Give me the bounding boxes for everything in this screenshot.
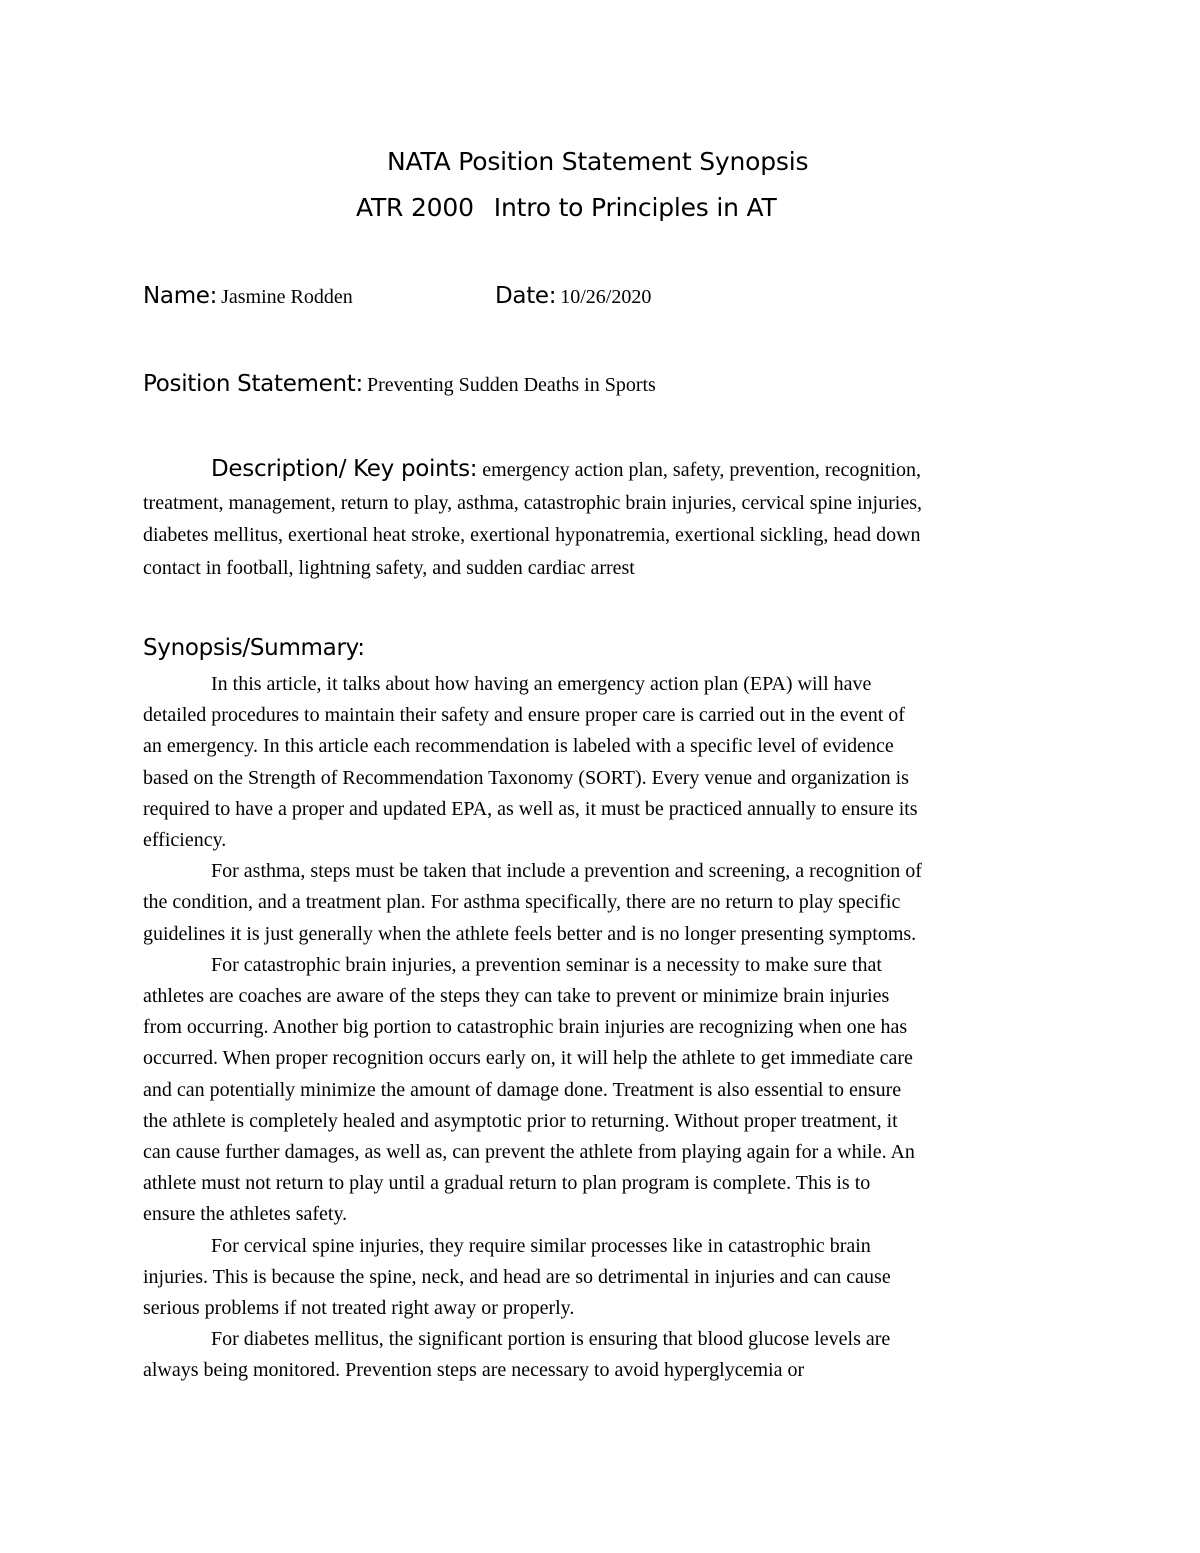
paragraph-line: and can potentially minimize the amount of damage done. Treatment is also essential to ensure [143,1078,902,1101]
course-line [356,192,777,224]
name-field [143,280,353,315]
paragraph-line: In this article, it talks about how having an emergency action plan (EPA) will have [211,673,872,695]
description-block [143,453,1063,584]
paragraph-line: occurred. When proper recognition occurs early on, it will help the athlete to get immediate care [143,1047,913,1070]
paragraph-line: athletes are coaches are aware of the steps they can take to prevent or minimize brain injuries [143,985,890,1008]
description-line: contact in football, lightning safety, and sudden cardiac arrest [143,556,635,579]
paragraph-line: based on the Strength of Recommendation Taxonomy (SORT). Every venue and organization is [143,766,909,789]
position-value: Preventing Sudden Deaths in Sports [366,374,656,396]
date-field [495,280,651,315]
paragraph-line: For cervical spine injuries, they require similar processes like in catastrophic brain [211,1234,871,1257]
name-label: Name: [143,283,218,309]
paragraph-line: the athlete is completely healed and asymptotic prior to returning. Without proper treatment, it [143,1109,898,1132]
paragraph-line: always being monitored. Prevention steps are necessary to avoid hyperglycemia or [143,1359,805,1382]
description-line: Description/ Key points: emergency action plan, safety, prevention, recognition, [211,456,921,482]
paragraph-line: guidelines it is just generally when the athlete feels better and is no longer presenting symptoms. [143,922,917,945]
synopsis-heading: Synopsis/Summary: [143,635,365,661]
paragraph-line: serious problems if not treated right away or properly. [143,1297,575,1320]
document-title: NATA Position Statement Synopsis [387,147,809,176]
date-value: 10/26/2020 [560,286,652,308]
paragraph-line: an emergency. In this article each recommendation is labeled with a specific level of evidence [143,735,894,758]
date-label: Date: [495,283,557,309]
description-line: treatment, management, return to play, asthma, catastrophic brain injuries, cervical spine injuries, [143,491,922,514]
name-value: Jasmine Rodden [221,286,353,308]
paragraph-line: can cause further damages, as well as, can prevent the athlete from playing again for a while. An [143,1141,915,1164]
paragraph-line: ensure the athletes safety. [143,1203,348,1226]
position-label: Position Statement: [143,371,363,397]
course-code: ATR 2000 [356,193,474,222]
synopsis-body [143,669,1063,1387]
paragraph-line: required to have a proper and updated EPA, as well as, it must be practiced annually to ensure its [143,797,918,820]
paragraph-line: the condition, and a treatment plan. For asthma specifically, there are no return to play specific [143,891,901,914]
course-name: Intro to Principles in AT [493,193,777,222]
paragraph-line: For catastrophic brain injuries, a prevention seminar is a necessity to make sure that [211,953,882,976]
description-line: diabetes mellitus, exertional heat stroke, exertional hyponatremia, exertional sickling, head down [143,524,921,546]
position-statement-field [143,368,656,403]
paragraph-line: injuries. This is because the spine, neck, and head are so detrimental in injuries and can cause [143,1265,891,1288]
paragraph-line: For diabetes mellitus, the significant portion is ensuring that blood glucose levels are [211,1328,891,1351]
paragraph-line: efficiency. [143,829,227,852]
paragraph-line: athlete must not return to play until a gradual return to plan program is complete. This is to [143,1172,871,1195]
paragraph-line: from occurring. Another big portion to catastrophic brain injuries are recognizing when one has [143,1016,908,1039]
paragraph-line: For asthma, steps must be taken that include a prevention and screening, a recognition of [211,860,922,883]
description-label: Description/ Key points: [211,456,478,482]
paragraph-line: detailed procedures to maintain their safety and ensure proper care is carried out in the event of [143,704,905,727]
